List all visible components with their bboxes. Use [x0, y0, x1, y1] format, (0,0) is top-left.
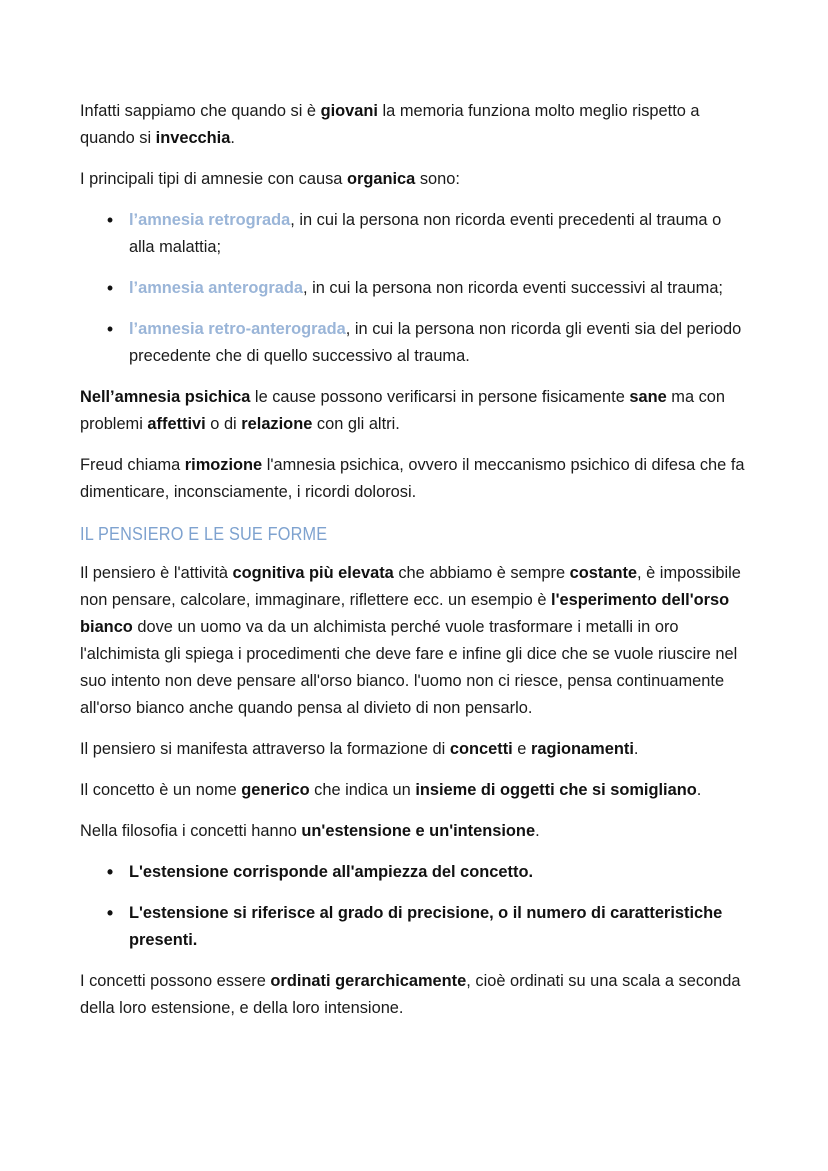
- list-item: • L'estensione si riferisce al grado di precisione, o il numero di caratteristiche presenti.: [80, 900, 748, 954]
- bullet-icon: •: [106, 903, 114, 923]
- bold-term: cognitiva più elevata: [232, 564, 394, 582]
- bold-term: rimozione: [184, 456, 263, 474]
- bold-term: sane: [629, 388, 667, 406]
- highlight-term: l’amnesia anterograda: [129, 279, 303, 297]
- bold-term: l'esperimento dell'orso bianco: [80, 591, 730, 636]
- concept-list: [80, 859, 748, 954]
- bold-term: ordinati gerarchicamente: [270, 972, 467, 990]
- bold-term: affettivi: [147, 415, 206, 433]
- bold-term: relazione: [241, 415, 313, 433]
- bold-term: concetti: [449, 740, 513, 758]
- bold-term: costante: [569, 564, 638, 582]
- bold-term: Nell’amnesia psichica: [80, 388, 251, 406]
- list-item: • l’amnesia retro-anterograda, in cui la persona non ricorda gli eventi sia del periodo precedente che di quello successivo al trauma.: [80, 316, 748, 370]
- paragraph-amnesia-intro: I principali tipi di amnesie con causa organica sono:: [80, 170, 460, 188]
- bullet-icon: •: [106, 319, 114, 339]
- paragraph-hierarchy: I concetti possono essere ordinati gerarchicamente, cioè ordinati su una scala a seconda della loro estensione, e della loro intensione.: [80, 972, 741, 1017]
- bold-term: insieme di oggetti che si somigliano: [415, 781, 697, 799]
- amnesia-types-list: [80, 207, 748, 370]
- highlight-term: l’amnesia retrograda: [129, 211, 291, 229]
- bullet-icon: •: [106, 862, 114, 882]
- bold-term: un'estensione e un'intensione: [301, 822, 536, 840]
- highlight-term: l’amnesia retro-anterograda: [129, 320, 346, 338]
- bold-term: invecchia: [155, 129, 231, 147]
- bold-term: giovani: [320, 102, 378, 120]
- list-item: • L'estensione corrisponde all'ampiezza del concetto.: [80, 859, 748, 886]
- list-item: • l’amnesia retrograda, in cui la persona non ricorda eventi precedenti al trauma o alla malattia;: [80, 207, 748, 261]
- paragraph-concepts-reasoning: Il pensiero si manifesta attraverso la formazione di concetti e ragionamenti.: [80, 740, 639, 758]
- section-heading: IL PENSIERO E LE SUE FORME: [80, 523, 328, 544]
- paragraph-psychic-amnesia: Nell’amnesia psichica le cause possono verificarsi in persone fisicamente sane ma con problemi affettivi o di relazione con gli altri.: [80, 388, 726, 433]
- bullet-icon: •: [106, 278, 114, 298]
- bold-term: generico: [241, 781, 310, 799]
- bold-term: ragionamenti: [530, 740, 634, 758]
- paragraph-memory-age: Infatti sappiamo che quando si è giovani la memoria funziona molto meglio rispetto a quando si invecchia.: [80, 102, 700, 147]
- paragraph-concept-definition: Il concetto è un nome generico che indica un insieme di oggetti che si somigliano.: [80, 781, 702, 799]
- bullet-icon: •: [106, 210, 114, 230]
- paragraph-freud: Freud chiama rimozione l'amnesia psichica, ovvero il meccanismo psichico di difesa che fa dimenticare, inconsciamente, i ricordi dolorosi.: [80, 456, 745, 501]
- bold-term: organica: [346, 170, 416, 188]
- paragraph-thought: Il pensiero è l'attività cognitiva più elevata che abbiamo è sempre costante, è impossibile non pensare, calcolare, immaginare, riflettere ecc. un esempio è l'esperimento dell'orso bianco dove un uomo va da un alchimista perché vuole trasformare i metalli in oro l'alchimista gli spiega i procedimenti che deve fare e infine gli dice che se vuole riuscire nel suo intento non deve pensare all'orso bianco. l'uomo non ci riesce, pensa continuamente all'orso bianco anche quando pensa al divieto di non pensarlo.: [80, 564, 741, 717]
- paragraph-philosophy: Nella filosofia i concetti hanno un'estensione e un'intensione.: [80, 822, 540, 840]
- list-item: • l’amnesia anterograda, in cui la persona non ricorda eventi successivi al trauma;: [80, 275, 748, 302]
- document-body: [80, 98, 748, 1036]
